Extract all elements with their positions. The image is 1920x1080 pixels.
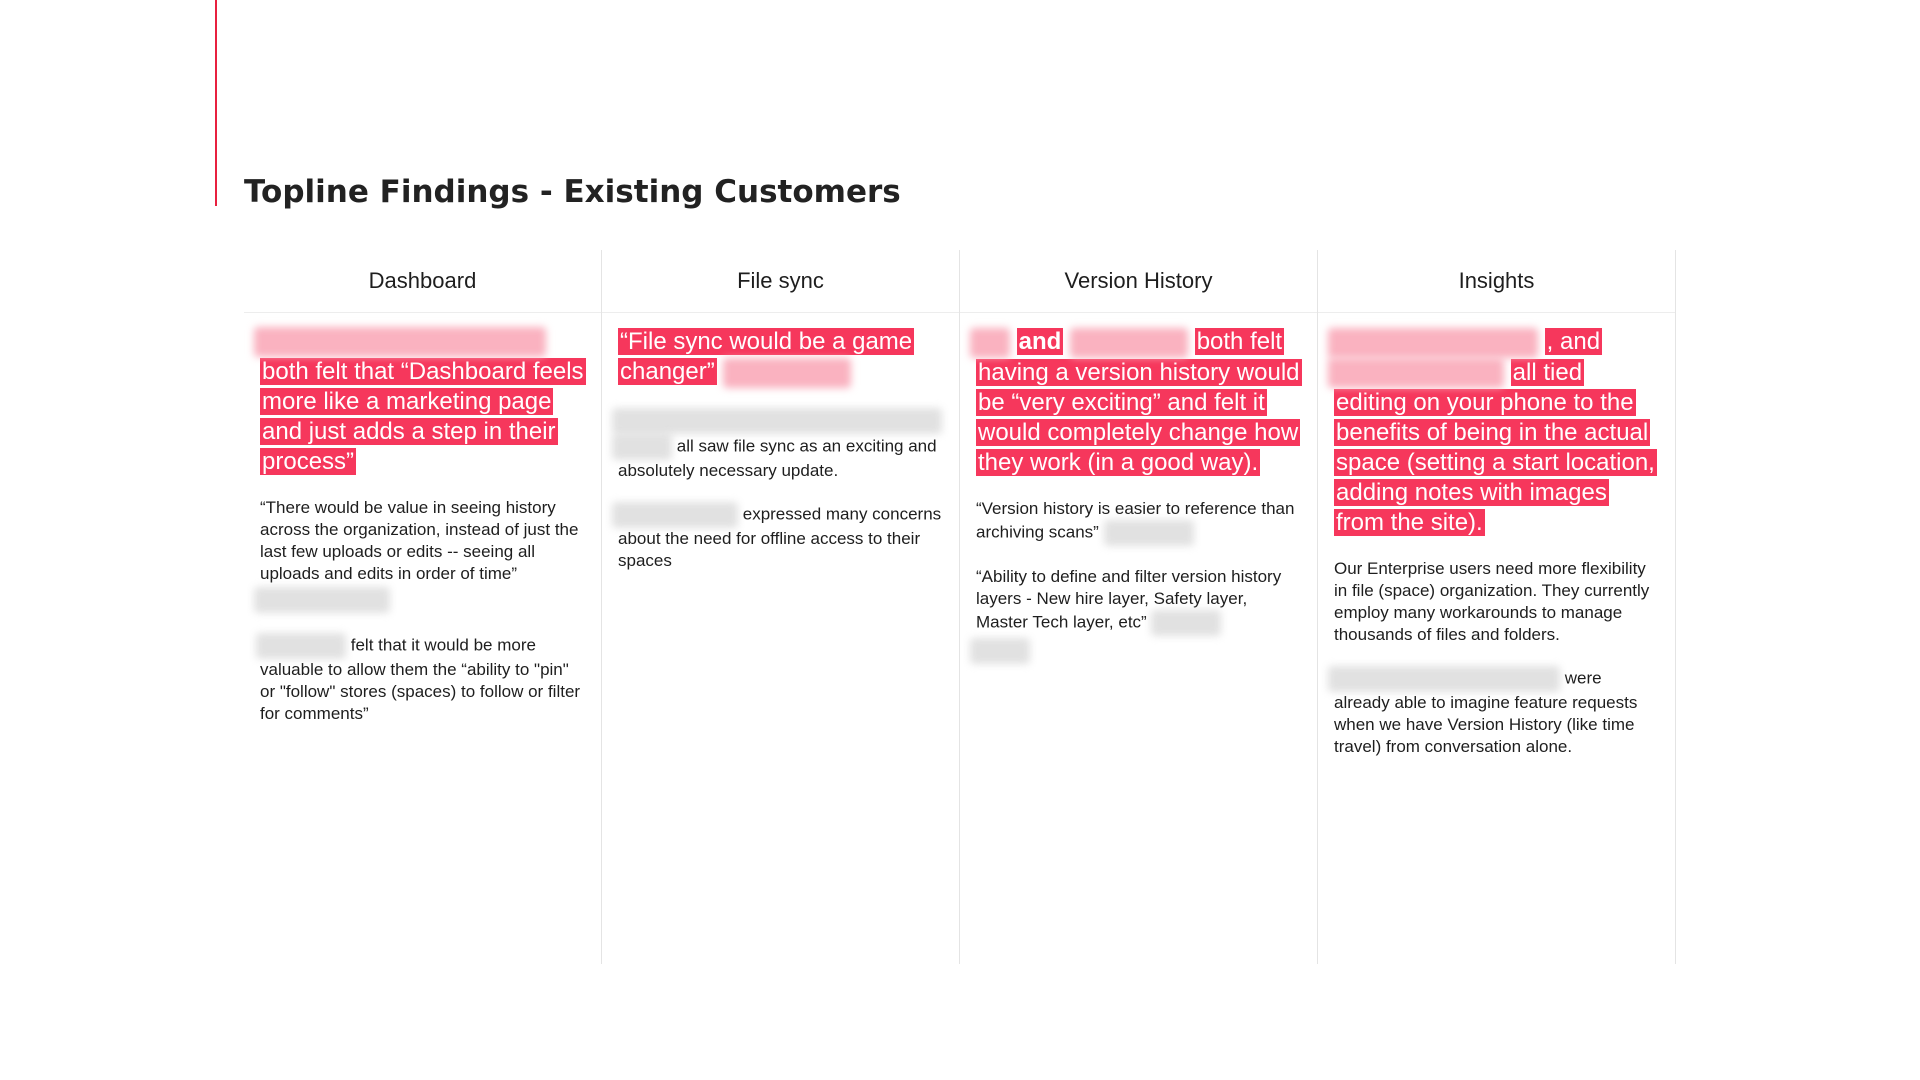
dashboard-note-text: felt that it would be more valuable to allow them the “ability to "pin" or "follow" stores (spaces) to follow or filter for comments” <box>260 635 581 723</box>
column-body-file-sync <box>602 313 959 572</box>
redacted-name <box>1151 610 1221 636</box>
dashboard-note <box>260 633 585 725</box>
redacted-name <box>723 358 851 388</box>
dashboard-highlight <box>260 327 585 477</box>
accent-line <box>215 0 217 206</box>
file-sync-note-2 <box>618 502 943 572</box>
redacted-name <box>1328 358 1504 388</box>
version-history-highlight-and: and <box>1018 328 1062 355</box>
insights-highlight-text: all tied editing on your phone to the benefits of being in the actual space (setting a start location, adding notes with images from the site). <box>1336 358 1655 537</box>
redacted-name <box>1104 520 1194 546</box>
slide-title: Topline Findings - Existing Customers <box>244 174 901 210</box>
insights-note-1-text: Our Enterprise users need more flexibility in file (space) organization. They currently employ many workarounds to manage thousands of files and folders. <box>1334 559 1650 645</box>
column-dashboard <box>244 250 602 964</box>
redacted-name <box>1328 666 1560 692</box>
version-history-quote-1 <box>976 498 1301 546</box>
redacted-name <box>254 327 546 357</box>
column-file-sync <box>602 250 960 964</box>
redacted-name <box>970 638 1030 664</box>
column-body-insights <box>1318 313 1675 758</box>
redacted-name <box>1328 328 1538 358</box>
column-insights <box>1318 250 1676 964</box>
redacted-name <box>612 434 672 460</box>
file-sync-note-2-text: expressed many concerns about the need for offline access to their spaces <box>618 504 942 570</box>
column-version-history <box>960 250 1318 964</box>
column-body-dashboard <box>244 313 601 725</box>
column-header-dashboard: Dashboard <box>244 250 601 313</box>
dashboard-highlight-text: both felt that “Dashboard feels more like a marketing page and just adds a step in their process” <box>262 358 584 475</box>
column-header-version-history: Version History <box>960 250 1317 313</box>
insights-note-2-text: were already able to imagine feature requests when we have Version History (like time travel) from conversation alone. <box>1334 668 1638 757</box>
file-sync-note-1-text: all saw file sync as an exciting and absolutely necessary update. <box>618 436 937 480</box>
file-sync-highlight <box>618 327 943 388</box>
version-history-quote-1-text: “Version history is easier to reference than archiving scans” <box>976 498 1295 542</box>
version-history-quote-2-text: “Ability to define and filter version history layers - New hire layer, Safety layer, Master Tech layer, etc” <box>976 566 1282 632</box>
column-body-version-history <box>960 313 1317 664</box>
version-history-highlight-text: both felt having a version history would be “very exciting” and felt it would completely change how they work (in a good way). <box>978 328 1300 476</box>
insights-note-2 <box>1334 666 1659 758</box>
dashboard-quote <box>260 497 585 613</box>
redacted-name <box>612 502 738 528</box>
dashboard-quote-text: “There would be value in seeing history across the organization, instead of just the last few uploads or edits -- seeing all uploads and edits in order of time” <box>260 498 579 583</box>
column-header-file-sync: File sync <box>602 250 959 313</box>
insights-highlight-and: , and <box>1546 328 1601 355</box>
version-history-highlight <box>976 327 1301 478</box>
insights-highlight <box>1334 327 1659 538</box>
file-sync-highlight-text: “File sync would be a game changer” <box>620 328 913 385</box>
findings-table <box>244 250 1676 964</box>
redacted-name <box>970 328 1010 358</box>
redacted-name <box>256 633 346 659</box>
file-sync-note-1 <box>618 408 943 482</box>
redacted-name <box>612 408 942 434</box>
redacted-name <box>1070 328 1188 358</box>
insights-note-1 <box>1334 558 1659 646</box>
redacted-name <box>254 587 390 613</box>
column-header-insights: Insights <box>1318 250 1675 313</box>
version-history-quote-2 <box>976 566 1301 664</box>
